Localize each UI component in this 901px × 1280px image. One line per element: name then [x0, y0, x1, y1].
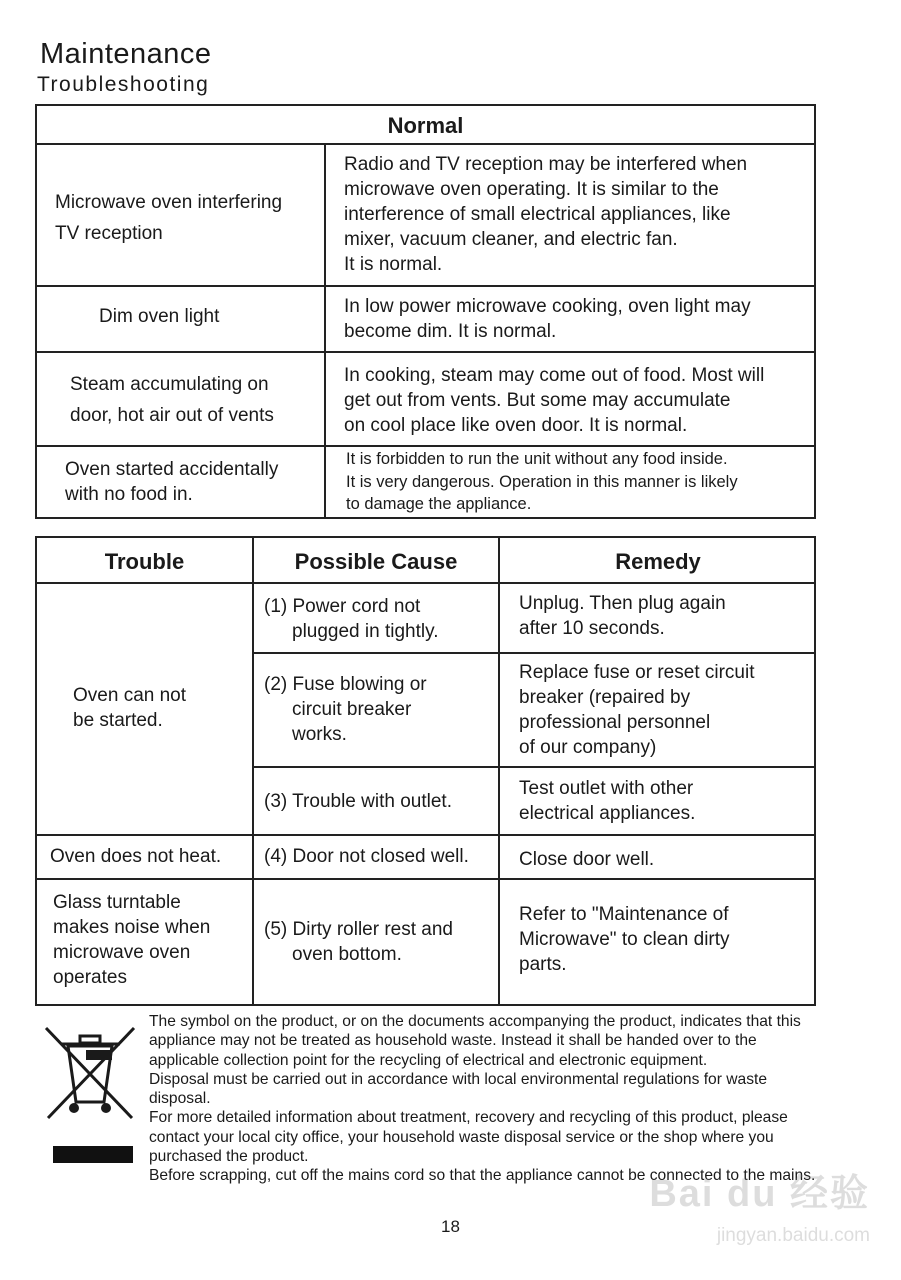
divider — [324, 143, 326, 519]
trouble-header: Trouble — [104, 549, 185, 574]
divider — [252, 766, 814, 768]
normal-explanation: In cooking, steam may come out of food. Most will get out from vents. But some may accumulate on cool place like oven door. It is normal. — [344, 365, 765, 436]
cause-text: (3) Trouble with outlet. — [264, 791, 452, 812]
cause-text: (5) Dirty roller rest and oven bottom. — [264, 919, 453, 965]
divider — [498, 538, 500, 1006]
remedy-text: Test outlet with other electrical appliances. — [519, 778, 696, 824]
divider — [37, 285, 814, 287]
trouble-text: Glass turntable makes noise when microwave oven operates — [53, 892, 211, 988]
cause-text: (4) Door not closed well. — [264, 846, 469, 867]
normal-table — [35, 104, 816, 519]
remedy-text: Refer to "Maintenance of Microwave" to clean dirty parts. — [519, 904, 730, 975]
normal-symptom: Steam accumulating on door, hot air out of vents — [70, 374, 274, 426]
divider — [252, 538, 254, 1006]
weee-bar — [53, 1146, 133, 1163]
trouble-text: Oven can not be started. — [73, 685, 187, 731]
section-subtitle: Troubleshooting — [37, 73, 210, 96]
divider — [37, 878, 814, 880]
cause-text: (2) Fuse blowing or circuit breaker works. — [264, 674, 427, 745]
baidu-watermark — [640, 1162, 870, 1272]
page-number: 18 — [441, 1217, 460, 1236]
remedy-text: Close door well. — [519, 849, 655, 870]
disposal-notice: The symbol on the product, or on the documents accompanying the product, indicates that this appliance may not be treated as household waste. Instead it shall be handed over to the applicable collection point for the recycling of electrical and electronic equipment. Disposal must be carried out in accordance with local environmental regulations for waste disposal. For more detailed information about treatment, recovery and recycling of this product, please contact your local city office, your household waste disposal service or the shop where you purchased the product. Before scrapping, cut off the mains cord so that the appliance cannot be connected to the mains. — [149, 1013, 816, 1185]
remedy-text: Replace fuse or reset circuit breaker (repaired by professional personnel of our company) — [519, 662, 755, 758]
divider — [252, 652, 814, 654]
divider — [37, 445, 814, 447]
divider — [37, 582, 814, 584]
watermark-url: jingyan.baidu.com — [716, 1225, 870, 1246]
trouble-text: Oven does not heat. — [50, 846, 222, 867]
normal-explanation: It is forbidden to run the unit without any food inside. It is very dangerous. Operation in this manner is likely to damage the appliance. — [346, 450, 738, 513]
normal-heading: Normal — [387, 113, 464, 138]
divider — [37, 351, 814, 353]
remedy-text: Unplug. Then plug again after 10 seconds. — [519, 593, 726, 639]
normal-symptom: Microwave oven interfering TV reception — [55, 192, 283, 244]
cause-header: Possible Cause — [294, 549, 458, 574]
watermark-logo: Bai du 经验 — [649, 1173, 870, 1215]
normal-explanation: Radio and TV reception may be interfered when microwave oven operating. It is similar to the interference of small electrical appliances, like mixer, vacuum cleaner, and electric fan. It is normal. — [344, 154, 748, 275]
normal-explanation: In low power microwave cooking, oven light may become dim. It is normal. — [344, 296, 751, 342]
trouble-table — [35, 536, 816, 1006]
page-title: Maintenance — [40, 38, 212, 70]
normal-symptom: Oven started accidentally with no food in. — [65, 459, 279, 505]
divider — [37, 143, 814, 145]
remedy-header: Remedy — [615, 549, 701, 574]
cause-text: (1) Power cord not plugged in tightly. — [264, 596, 439, 642]
normal-symptom: Dim oven light — [99, 306, 220, 327]
crossed-bin-icon — [40, 1024, 140, 1122]
divider — [37, 834, 814, 836]
